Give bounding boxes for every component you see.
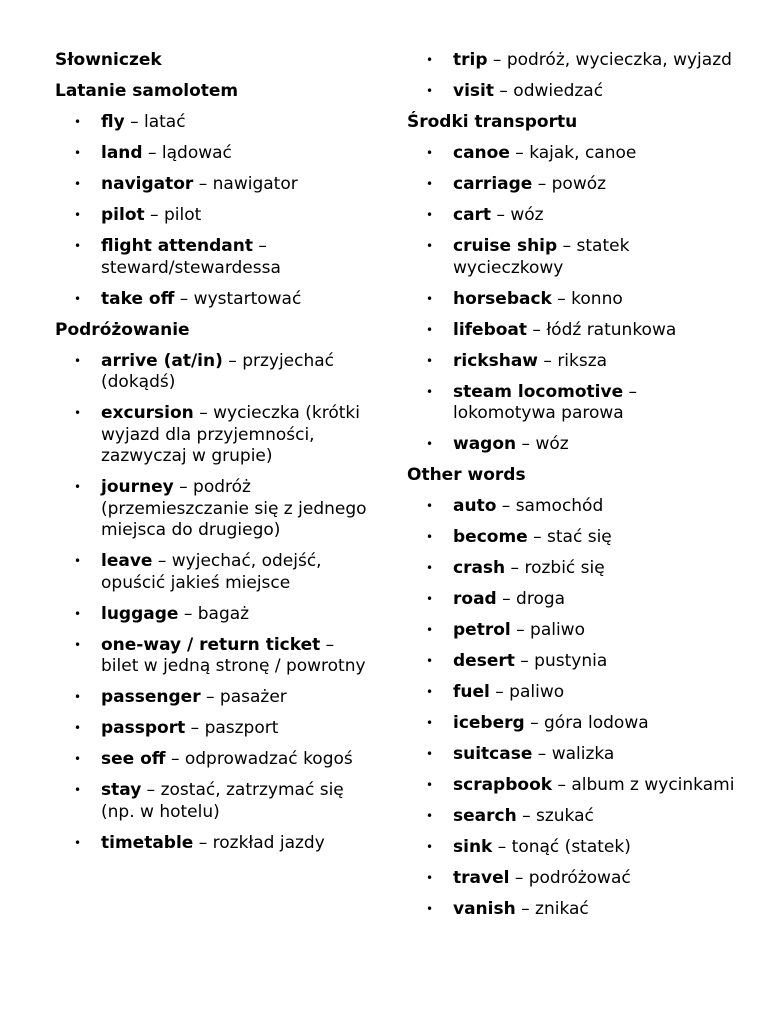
vocab-item [407,558,737,580]
definition: wóz [510,205,544,225]
term: scrapbook [453,775,553,795]
term: flight attendant [101,236,253,256]
vocab-item [407,868,737,890]
term: carriage [453,174,533,194]
vocab-item [55,403,373,468]
dash: – [320,634,335,655]
vocab-item [55,351,373,394]
vocab-item [55,143,373,165]
term: pilot [101,205,145,225]
definition: stać się [547,527,612,547]
definition: powóz [551,174,607,194]
term: timetable [101,832,194,853]
term: desert [453,651,515,671]
definition: paliwo [530,620,585,640]
dash: – [165,749,185,769]
term: cart [453,205,492,225]
term: journey [101,477,174,497]
definition: walizka [551,744,615,764]
dash: – [252,236,267,256]
vocab-item [407,589,737,611]
definition: bagaż [197,603,250,624]
left-column [55,50,373,864]
dash: – [144,205,164,225]
definition: latać [144,112,186,132]
vocab-item [407,236,737,279]
dash: – [515,899,536,919]
vocab-item [407,713,737,735]
dash: – [557,236,577,256]
definition: szukać [536,806,594,826]
term: leave [101,551,153,571]
vocab-item [407,81,737,103]
term: trip [453,50,488,70]
term: become [453,527,528,547]
dash: – [173,477,194,497]
dash: – [496,496,516,516]
vocab-item [55,112,373,134]
definition: pustynia [534,651,608,671]
dash: – [496,589,517,609]
vocab-item [55,174,373,196]
vocab-list [407,143,737,456]
definition: odwiedzać [513,81,604,101]
term: arrive (at/in) [101,350,223,371]
section-travelling [55,320,373,855]
definition: riksza [557,350,608,371]
dash: – [623,381,638,402]
dash: – [527,319,547,340]
definition: album z wycinkami [571,775,735,795]
section-flying [55,81,373,310]
definition: łódź ratunkowa [546,319,677,340]
definition: lądować [161,143,232,163]
term: land [101,143,143,163]
vocab-item [407,899,737,921]
vocab-item [407,527,737,549]
vocab-item [407,382,737,425]
vocab-item [55,551,373,594]
definition: przyjechać (dokądś) [101,350,335,392]
vocab-list-continued [407,50,737,103]
dash: – [493,81,514,101]
term: navigator [101,174,194,194]
section-heading: Latanie samolotem [55,81,239,101]
dash: – [141,780,161,800]
section-transport [407,112,737,456]
dash: – [193,832,213,853]
dash: – [174,288,194,309]
term: fly [101,112,125,132]
vocab-list [55,112,373,310]
definition: droga [516,589,566,609]
term: crash [453,558,506,578]
section-heading: Środki transportu [407,112,578,132]
term: vanish [453,899,516,919]
vocab-item [407,651,737,673]
dash: – [193,403,214,423]
dash: – [509,868,529,888]
dash: – [492,837,512,857]
term: canoe [453,143,510,163]
vocab-item [55,833,373,855]
definition: góra lodowa [544,713,649,733]
definition: pasażer [219,687,287,707]
definition: pilot [163,205,202,225]
vocab-item [55,205,373,227]
term: steam locomotive [453,381,624,402]
dash: – [222,350,243,371]
term: excursion [101,403,194,423]
term: search [453,806,517,826]
term: lifeboat [453,319,528,340]
definition: zostać, zatrzymać się (np. w hotelu) [101,780,344,822]
dash: – [178,603,198,624]
dash: – [538,350,558,371]
dash: – [509,143,530,163]
definition: tonąć (statek) [511,837,631,857]
vocab-list [55,351,373,855]
term: take off [101,288,175,309]
dash: – [532,744,552,764]
vocab-item [55,289,373,311]
definition: podróżować [528,868,631,888]
definition: rozkład jazdy [212,832,325,853]
dash: – [505,558,525,578]
vocab-item [407,434,737,456]
term: auto [453,496,497,516]
dash: – [185,718,205,738]
definition: lokomotywa parowa [453,403,624,423]
term: road [453,589,497,609]
definition: wystartować [193,288,302,309]
vocab-item [407,744,737,766]
dash: – [489,682,510,702]
definition: podróż (przemieszczanie się z jednego miejsca do drugiego) [101,477,367,540]
term: suitcase [453,744,533,764]
vocab-item [55,780,373,823]
section-heading: Podróżowanie [55,319,190,340]
definition: nawigator [212,174,298,194]
definition: wycieczka (krótki wyjazd dla przyjemności, zazwyczaj w grupie) [101,403,360,466]
term: rickshaw [453,350,538,371]
vocab-item [407,496,737,518]
vocab-item [407,143,737,165]
term: iceberg [453,713,525,733]
vocab-item [55,749,373,771]
vocab-item [407,320,737,342]
term: wagon [453,434,517,454]
vocab-item [55,687,373,709]
vocab-item [407,806,737,828]
dash: – [527,527,548,547]
dash: – [532,174,552,194]
vocab-item [55,718,373,740]
dash: – [142,143,162,163]
term: sink [453,837,493,857]
dash: – [193,174,213,194]
vocab-item [407,620,737,642]
vocab-item [55,635,373,678]
dash: – [491,205,511,225]
term: visit [453,81,494,101]
vocab-item [55,604,373,626]
document-title: Słowniczek [55,50,162,70]
definition: samochód [515,496,604,516]
dash: – [152,551,172,571]
definition: paliwo [509,682,565,702]
term: luggage [101,603,179,624]
dash: – [516,434,536,454]
definition: podróż, wycieczka, wyjazd [506,50,732,70]
definition: paszport [204,718,279,738]
definition: kajak, canoe [529,143,637,163]
term: passenger [101,687,201,707]
right-column [407,50,737,930]
dash: – [200,687,220,707]
term: fuel [453,682,490,702]
term: see off [101,749,166,769]
dash: – [552,775,572,795]
vocab-list [407,496,737,921]
vocab-item [55,236,373,279]
term: petrol [453,620,511,640]
vocab-item [407,205,737,227]
section-other-words [407,465,737,921]
section-heading: Other words [407,465,526,485]
vocab-item [407,837,737,859]
term: passport [101,718,186,738]
dash: – [516,806,536,826]
vocab-item [407,682,737,704]
term: horseback [453,288,552,309]
definition: rozbić się [524,558,605,578]
term: stay [101,780,142,800]
definition: statek wycieczkowy [453,236,630,278]
definition: znikać [535,899,589,919]
dash: – [510,620,531,640]
dash: – [551,288,572,309]
dash: – [524,713,544,733]
vocab-item [55,477,373,542]
definition: konno [571,288,623,309]
definition: wóz [535,434,569,454]
vocab-item [407,351,737,373]
term: one-way / return ticket [101,634,321,655]
vocab-item [407,50,737,72]
dash: – [124,112,144,132]
definition: odprowadzać kogoś [184,749,353,769]
term: cruise ship [453,236,558,256]
definition: steward/stewardessa [101,257,281,278]
dash: – [514,651,535,671]
definition: wyjechać, odejść, opuścić jakieś miejsce [101,551,322,593]
definition: bilet w jedną stronę / powrotny [101,656,366,676]
vocab-item [407,775,737,797]
dash: – [487,50,507,70]
vocab-item [407,174,737,196]
term: travel [453,868,510,888]
vocab-item [407,289,737,311]
